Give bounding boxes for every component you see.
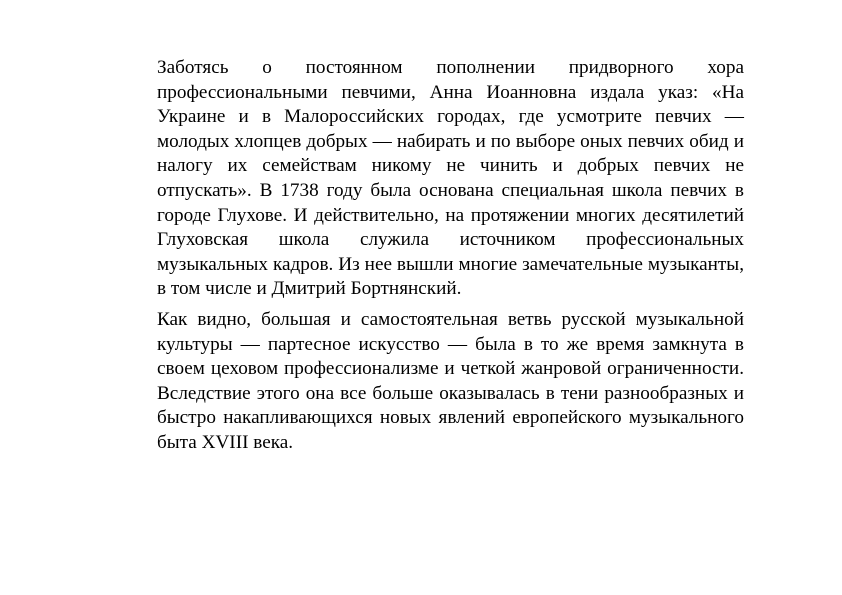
paragraph-1: Заботясь о постоянном пополнении придворного хора профессиональными певчими, Анна Иоанновна издала указ: «На Украине и в Малороссийских городах, где усмотрите певчих — молодых хлопцев добрых — набирать и по выборе оных певчих обид и налогу их семействам никому не чинить и добрых певчих не отпускать». В 1738 году была основана специальная школа певчих в городе Глухове. И действительно, на протяжении многих десятилетий Глуховская школа служила источником профессиональных музыкальных кадров. Из нее вышли многие замечательные музыканты, в том числе и Дмитрий Бортнянский.	[157, 57, 744, 300]
text-block	[157, 56, 744, 462]
paragraph-2: Как видно, большая и самостоятельная ветвь русской музыкальной культуры — партесное искусство — была в то же время замкнута в своем цеховом профессионализме и четкой жанровой ограниченности. Вследствие этого она все больше оказывалась в тени разнообразных и быстро накапливающихся новых явлений европейского музыкального быта XVIII века.	[157, 308, 744, 453]
